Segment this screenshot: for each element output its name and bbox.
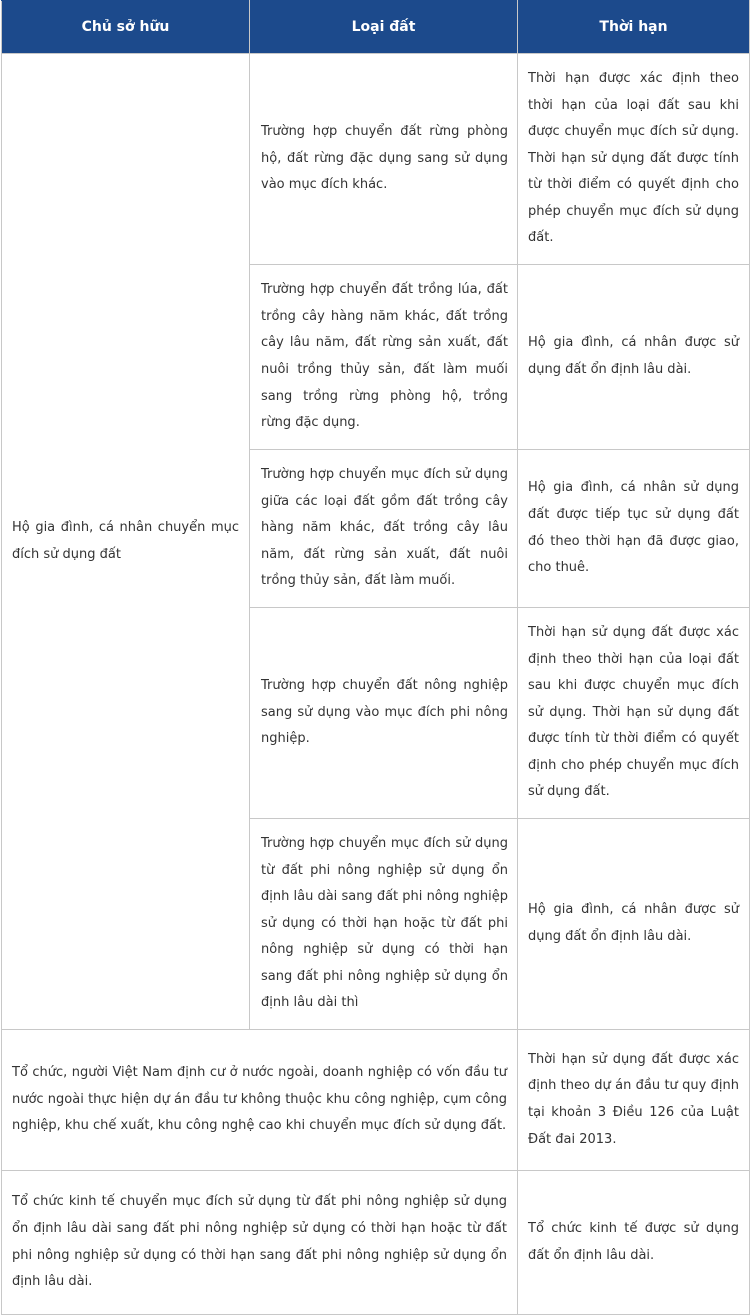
land-type-cell: Trường hợp chuyển đất rừng phòng hộ, đất rừng đặc dụng sang sử dụng vào mục đích khác. [250,54,518,265]
owner-cell: Hộ gia đình, cá nhân chuyển mục đích sử dụng đất [2,54,250,1030]
header-owner: Chủ sở hữu [2,1,250,54]
term-cell: Hộ gia đình, cá nhân được sử dụng đất ổn định lâu dài. [518,265,750,450]
land-type-cell: Trường hợp chuyển đất trồng lúa, đất trồng cây hàng năm khác, đất trồng cây lâu năm, đất rừng sản xuất, đất nuôi trồng thủy sản, đất làm muối sang trồng rừng phòng hộ, trồng rừng đặc dụng. [250,265,518,450]
term-cell: Thời hạn sử dụng đất được xác định theo thời hạn của loại đất sau khi được chuyển mục đích sử dụng. Thời hạn sử dụng đất được tính từ thời điểm có quyết định cho phép chuyển mục đích sử dụng đất. [518,608,750,819]
table-row [2,54,750,265]
term-cell: Hộ gia đình, cá nhân được sử dụng đất ổn định lâu dài. [518,819,750,1030]
land-use-term-table [1,0,750,1315]
land-type-cell: Trường hợp chuyển mục đích sử dụng từ đất phi nông nghiệp sử dụng ổn định lâu dài sang đất phi nông nghiệp sử dụng có thời hạn hoặc từ đất phi nông nghiệp sử dụng có thời hạn sang đất phi nông nghiệp sử dụng ổn định lâu dài thì [250,819,518,1030]
table-row [2,1030,750,1171]
header-row [2,1,750,54]
owner-cell: Tổ chức kinh tế chuyển mục đích sử dụng từ đất phi nông nghiệp sử dụng ổn định lâu dài sang đất phi nông nghiệp sử dụng có thời hạn hoặc từ đất phi nông nghiệp sử dụng có thời hạn sang đất phi nông nghiệp sử dụng ổn định lâu dài. [2,1171,518,1315]
land-type-cell: Trường hợp chuyển đất nông nghiệp sang sử dụng vào mục đích phi nông nghiệp. [250,608,518,819]
header-term: Thời hạn [518,1,750,54]
header-land-type: Loại đất [250,1,518,54]
table-row [2,1171,750,1315]
term-cell: Tổ chức kinh tế được sử dụng đất ổn định lâu dài. [518,1171,750,1315]
owner-cell: Tổ chức, người Việt Nam định cư ở nước ngoài, doanh nghiệp có vốn đầu tư nước ngoài thực hiện dự án đầu tư không thuộc khu công nghiệp, cụm công nghiệp, khu chế xuất, khu công nghệ cao khi chuyển mục đích sử dụng đất. [2,1030,518,1171]
term-cell: Thời hạn được xác định theo thời hạn của loại đất sau khi được chuyển mục đích sử dụng. Thời hạn sử dụng đất được tính từ thời điểm có quyết định cho phép chuyển mục đích sử dụng đất. [518,54,750,265]
term-cell: Hộ gia đình, cá nhân sử dụng đất được tiếp tục sử dụng đất đó theo thời hạn đã được giao, cho thuê. [518,450,750,608]
land-type-cell: Trường hợp chuyển mục đích sử dụng giữa các loại đất gồm đất trồng cây hàng năm khác, đất trồng cây lâu năm, đất rừng sản xuất, đất nuôi trồng thủy sản, đất làm muối. [250,450,518,608]
term-cell: Thời hạn sử dụng đất được xác định theo dự án đầu tư quy định tại khoản 3 Điều 126 của Luật Đất đai 2013. [518,1030,750,1171]
